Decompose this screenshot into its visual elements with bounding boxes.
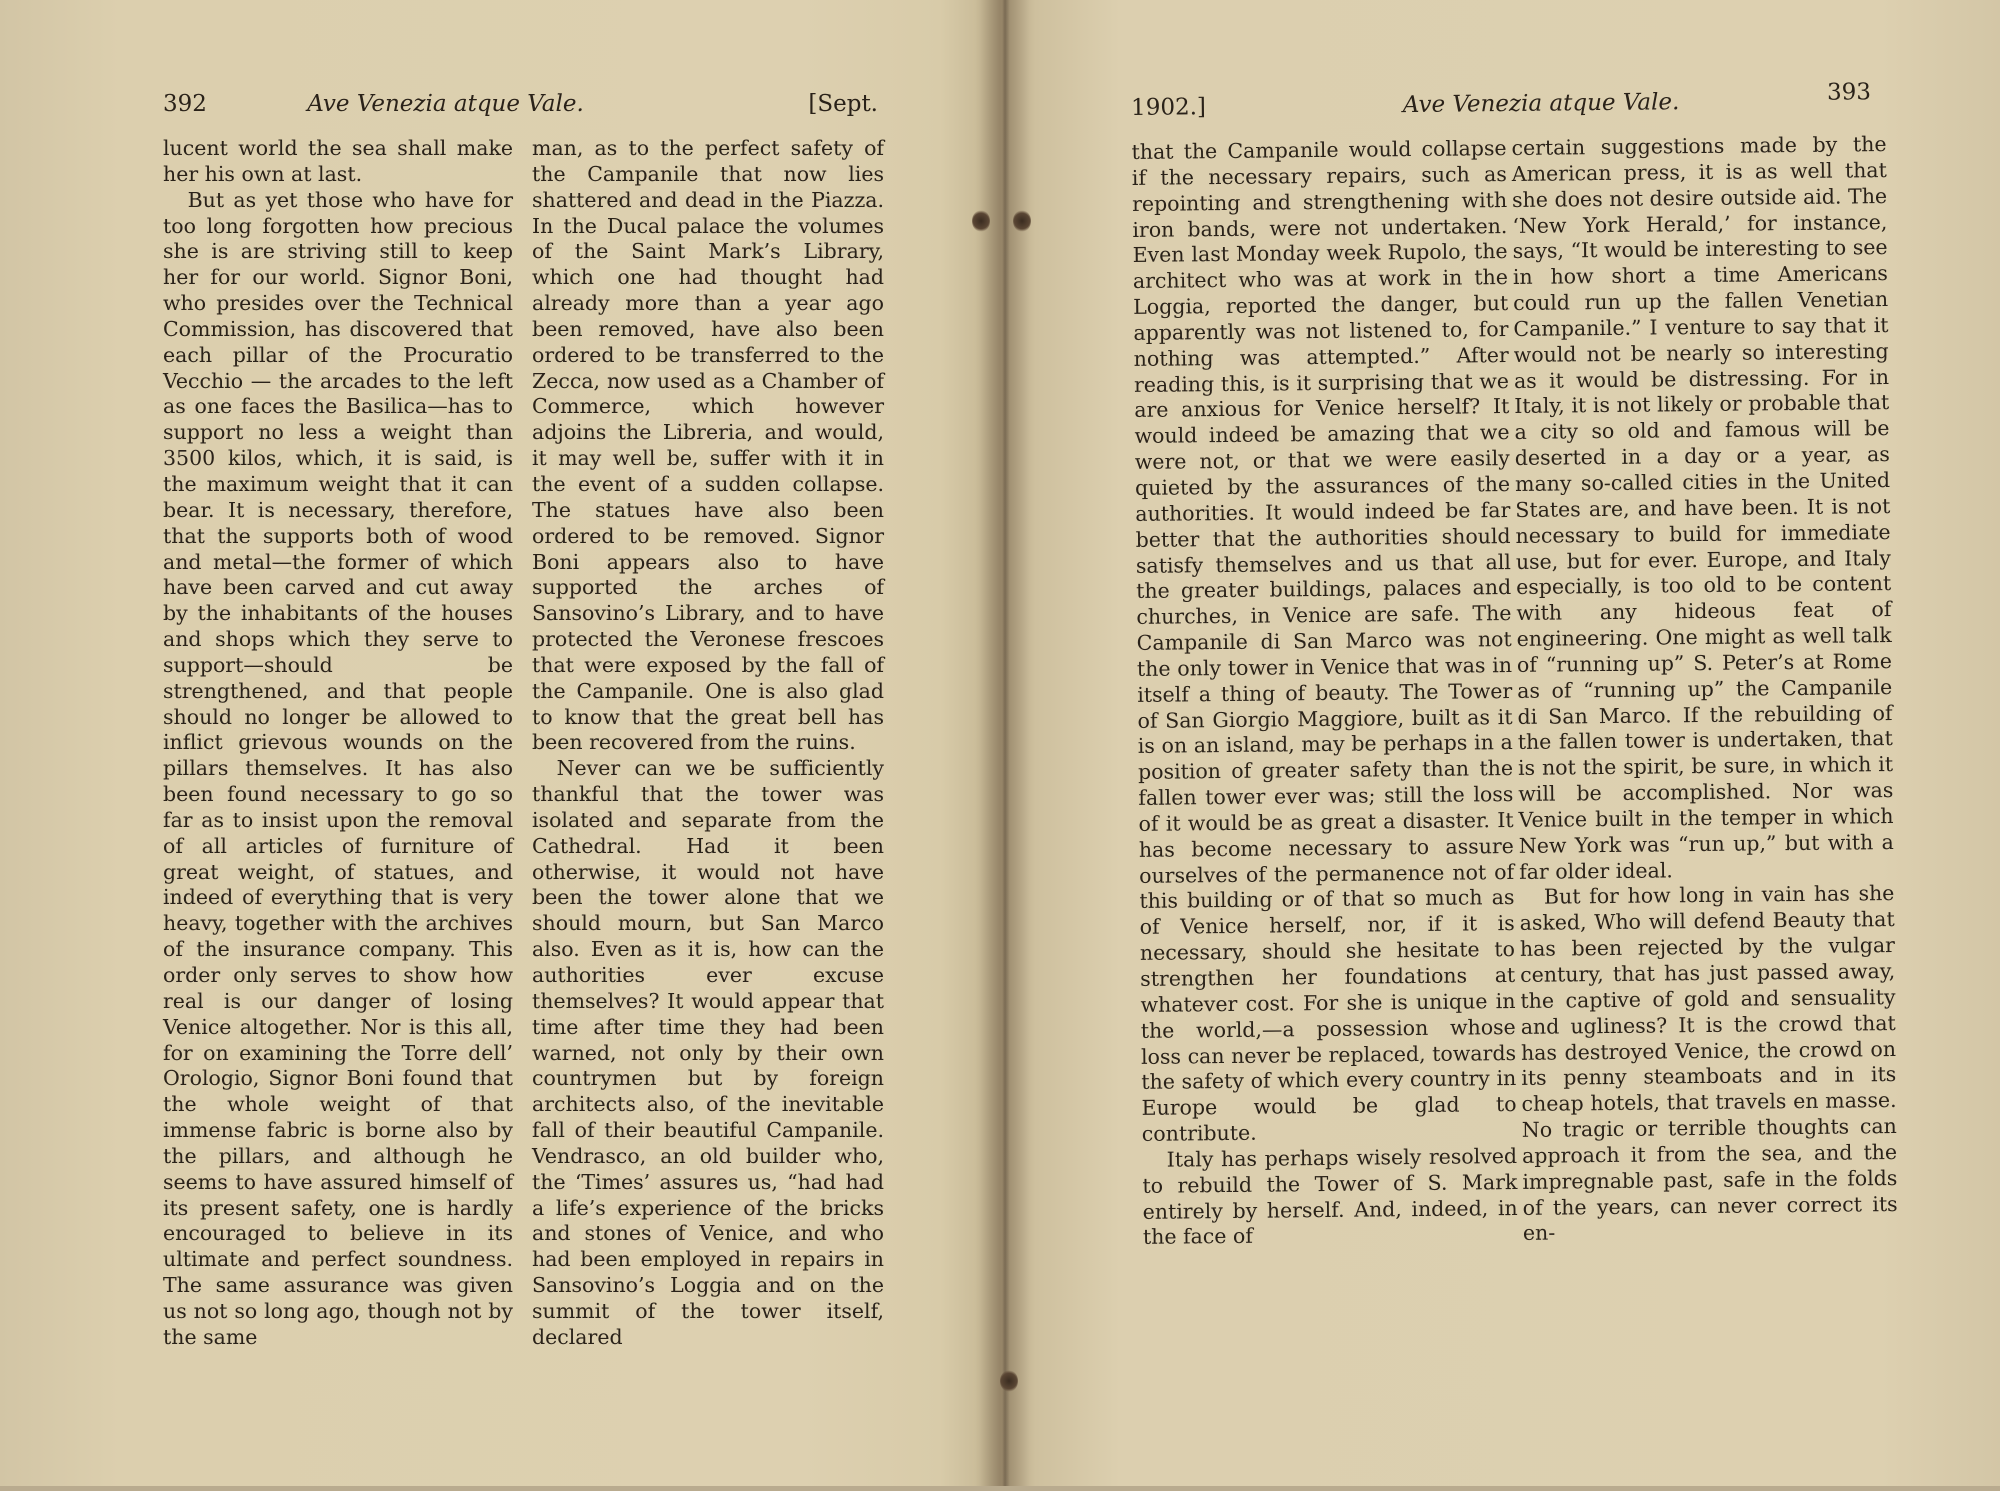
paragraph: Never can we be sufficiently thankful that the tower was isolated and separate from the Cathedral. Had it been otherwise, it would not have been the tower alone that we should mourn, but San Marco also. Even as it is, how can the authorities ever excuse themselves? It would appear that time after time they had been warned, not only by their own countrymen but by foreign architects also, of the inevitable fall of their beautiful Campanile. Vendrasco, an old builder who, the ‘Times’ assures us, “had had a life’s experience of the bricks and stones of Venice, and who had been employed in repairs in Sansovino’s Loggia and on the summit of the tower itself, declared [532,756,884,1349]
paragraph: that the Campanile would collapse if the necessary repairs, such as repointing and strengthening with iron bands, were not undertaken. Even last Monday week Rupolo, the architect who was at work in the Loggia, reported the danger, but apparently was not listened to, for nothing was attempted.” After reading this, is it surprising that we are anxious for Venice herself? It would indeed be amazing that we were not, or that we were easily quieted by the assurances of the authorities. It would indeed be far better that the authorities should satisfy themselves and us that all the greater buildings, palaces and churches, in Venice are safe. The Campanile di San Marco was not the only tower in Venice that was in itself a thing of beauty. The Tower of San Giorgio Maggiore, built as it is on an island, may be perhaps in a position of greater safety than the fallen tower ever was; still the loss of it would be as great a disaster. It has become necessary to assure ourselves of the permanence not of this building or of that so much as of Venice herself, nor, if it is necessary, should she hesitate to strengthen her foundations at whatever cost. For she is unique in the world,—a possession whose loss can never be replaced, towards the safety of which every country in Europe would be glad to contribute. [1131,136,1517,1146]
text-column-1 [1131,136,1519,1410]
right-page [1015,0,2000,1491]
running-head [163,84,878,124]
left-page [0,0,985,1486]
page-number: 393 [1826,79,1872,106]
text-column-2 [1511,132,1899,1406]
page-number: 392 [163,91,207,117]
running-date: [Sept. [808,91,878,117]
running-title: Ave Venezia atque Vale. [1402,89,1680,119]
paragraph: certain suggestions made by the American press, it is as well that she does not desire outside aid. The ‘New York Herald,’ for instance, says, “It would be interesting to see in how short a time Americans could run up the fallen Venetian Campanile.” I venture to say that it would not be nearly so interesting as it would be distressing. For in Italy, it is not likely or probable that a city so old and famous will be deserted in a day or a year, as many so-called cities in the United States are, and have been. It is not necessary to build for immediate use, but for ever. Europe, and Italy especially, is too old to be content with any hideous feat of engineering. One might as well talk of “running up” S. Peter’s at Rome as of “running up” the Campanile di San Marco. If the rebuilding of the fallen tower is undertaken, that is not the spirit, be sure, in which it will be accomplished. Nor was Venice built in the temper in which New York was “run up,” but with a far older ideal. [1511,132,1894,884]
paragraph: But as yet those who have for too long forgotten how precious she is are striving still to keep her for our world. Signor Boni, who presides over the Technical Commission, has discovered that each pillar of the Procuratio Vecchio — the arcades to the left as one faces the Basilica—has to support no less a weight than 3500 kilos, which, it is said, is the maximum weight that it can bear. It is necessary, therefore, that the supports both of wood and metal—the former of which have been carved and cut away by the inhabitants of the houses and shops which they serve to support—should be strengthened, and that people should no longer be allowed to inflict grievous wounds on the pillars themselves. It has also been found necessary to go so far as to insist upon the removal of all articles of furniture of great weight, of statues, and indeed of everything that is very heavy, together with the archives of the insurance company. This order only serves to show how real is our danger of losing Venice altogether. Nor is this all, for on examining the Torre dell’ Orologio, Signor Boni found that the whole weight of that immense fabric is borne also by the pillars, and although he seems to have assured himself of its present safety, one is hardly encouraged to believe in its ultimate and perfect soundness. The same assurance was given us not so long ago, though not by the same [163,187,513,1349]
paragraph: Italy has perhaps wisely resolved to rebuild the Tower of S. Mark entirely by herself. And, indeed, in the face of [1142,1143,1518,1250]
running-date: 1902.] [1130,94,1207,121]
text-column-2 [532,136,884,1406]
text-column-1 [163,136,513,1406]
running-title: Ave Venezia atque Vale. [307,91,584,117]
paragraph: But for how long in vain has she asked, Who will defend Beauty that has been rejected by the vulgar century, that has just passed away, the captive of gold and sensuality and ugliness? It is the crowd that has destroyed Venice, the crowd on its penny steamboats and in its cheap hotels, that travels en masse. No tragic or terrible thoughts can approach it from the sea, and the impregnable past, safe in the folds of the years, can never correct its en- [1519,881,1898,1246]
paragraph: lucent world the sea shall make her his own at last. [163,136,513,186]
binding-hole [1000,1370,1018,1392]
running-head [1131,80,1871,128]
paragraph: man, as to the perfect safety of the Campanile that now lies shattered and dead in the Piazza. In the Ducal palace the volumes of the Saint Mark’s Library, which one had thought had already more than a year ago been removed, have also been ordered to be transferred to the Zecca, now used as a Chamber of Commerce, which however adjoins the Libreria, and would, it may well be, suffer with it in the event of a sudden collapse. The statues have also been ordered to be removed. Signor Boni appears also to have supported the arches of Sansovino’s Library, and to have protected the Veronese frescoes that were exposed by the fall of the Campanile. One is also glad to know that the great bell has been recovered from the ruins. [532,136,884,755]
